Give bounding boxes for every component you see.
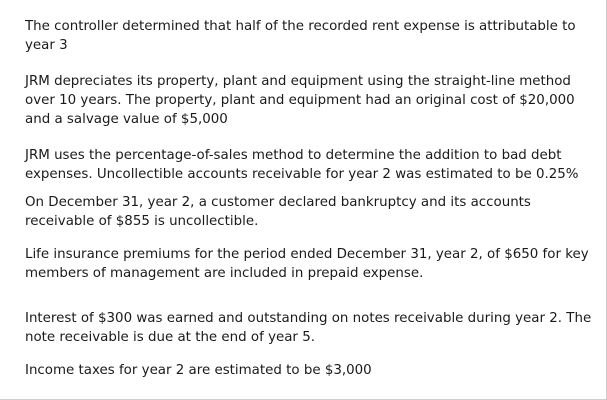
note-interest: Interest of $300 was earned and outstanding on notes receivable during year 2. The note receivable is due at the end of year 5. (25, 311, 592, 345)
note-bankruptcy: On December 31, year 2, a customer declared bankruptcy and its accounts receivable of $855 is uncollectible. (25, 195, 531, 229)
note-income-taxes: Income taxes for year 2 are estimated to be $3,000 (25, 363, 372, 378)
note-life-insurance: Life insurance premiums for the period ended December 31, year 2, of $650 for key members of management are included in prepaid expense. (25, 247, 589, 281)
note-depreciation: JRM depreciates its property, plant and equipment using the straight-line method over 10 years. The property, plant and equipment had an original cost of $20,000 and a salvage value of $5,000 (25, 74, 575, 127)
note-rent-expense: The controller determined that half of the recorded rent expense is attributable to year 3 (25, 19, 576, 53)
note-bad-debt: JRM uses the percentage-of-sales method to determine the addition to bad debt expenses. Uncollectible accounts receivable for year 2 was estimated to be 0.25% (25, 148, 579, 182)
